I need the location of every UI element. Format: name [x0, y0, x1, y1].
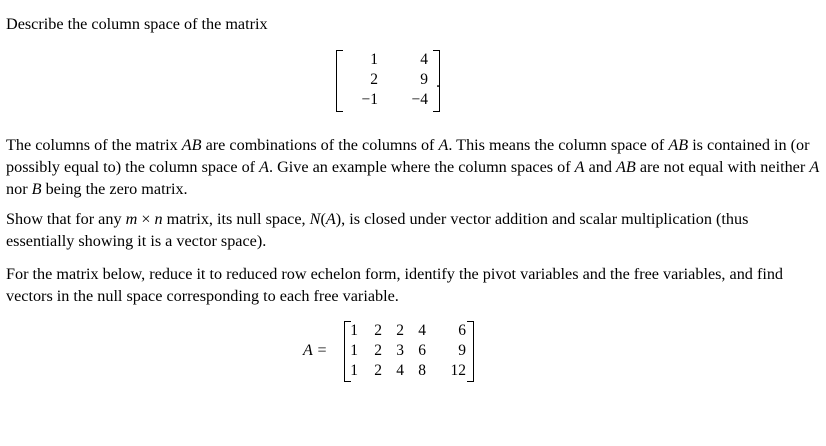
matrix-2-cell: 4 — [396, 362, 404, 379]
matrix-2-cell: 1 — [350, 362, 358, 379]
matrix-1-cell: 4 — [420, 51, 428, 68]
matrix-1-left-bracket — [336, 50, 343, 112]
matrix-2 — [344, 321, 474, 380]
matrix-2-cell: 2 — [374, 322, 382, 339]
matrix-2-cell: 8 — [418, 362, 426, 379]
question-2-text: The columns of the matrix AB are combinations of the columns of A. This means the column space of AB is contained in (or possibly equal to) the column space of A. Give an example where the column spaces of A and AB are not equal with neither A nor B being the zero matrix. — [6, 136, 820, 198]
matrix-2-cell: 12 — [450, 362, 466, 379]
matrix-2-cell: 2 — [374, 342, 382, 359]
matrix-2-cell: 4 — [418, 322, 426, 339]
matrix-1-cell: −1 — [361, 91, 378, 108]
matrix-2-cell: 6 — [458, 322, 466, 339]
matrix-1-cell: 2 — [370, 71, 378, 88]
matrix-2-cell: 3 — [396, 342, 404, 359]
matrix-2-cell: 2 — [396, 322, 404, 339]
matrix-2-right-bracket — [467, 321, 474, 382]
matrix-2-cell: 1 — [350, 322, 358, 339]
matrix-2-cell: 9 — [458, 342, 466, 359]
matrix-1-cell: 9 — [420, 71, 428, 88]
question-4-text: For the matrix below, reduce it to reduced row echelon form, identify the pivot variables and the free variables, and find vectors in the null space corresponding to each free variable. — [6, 265, 784, 305]
matrix-2-cell: 6 — [418, 342, 426, 359]
matrix-1-cell: −4 — [411, 91, 428, 108]
question-3-text: Show that for any m × n matrix, its null space, N(A), is closed under vector addition and scalar multiplication (thus essentially showing it is a vector space). — [6, 210, 749, 250]
matrix-2-label: A = — [303, 342, 328, 359]
matrix-1-cell: 1 — [370, 51, 378, 68]
matrix-1 — [336, 50, 440, 110]
matrix-1-period: . — [436, 74, 440, 91]
matrix-2-cell: 1 — [350, 342, 358, 359]
question-1-text: Describe the column space of the matrix — [6, 15, 268, 33]
matrix-2-cell: 2 — [374, 362, 382, 379]
